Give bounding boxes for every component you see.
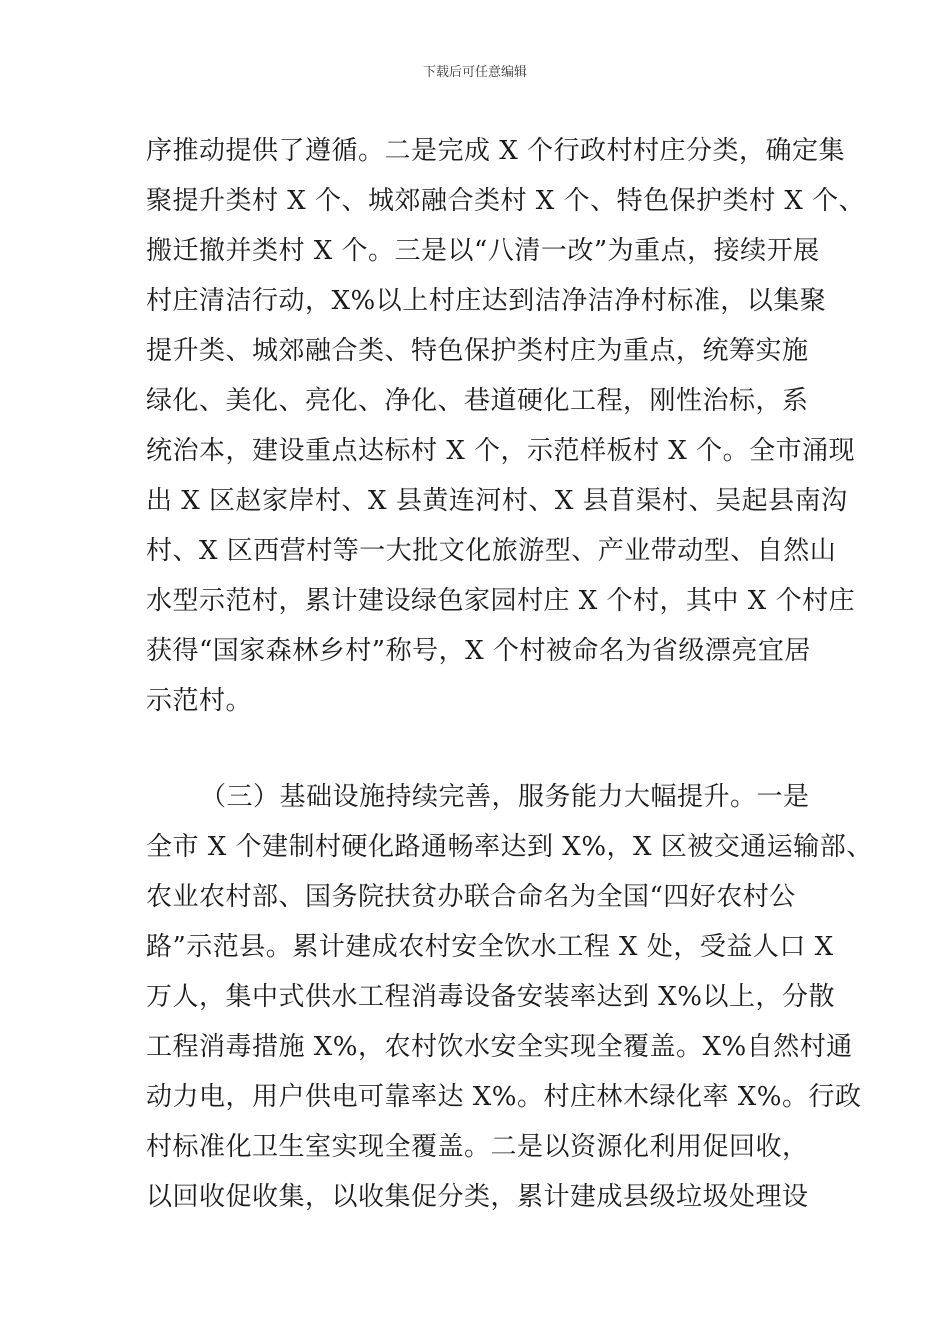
paragraph-line: 以回收促收集，以收集促分类，累计建成县级垃圾处理设 — [146, 1182, 809, 1212]
paragraph-line: 水型示范村，累计建设绿色家园村庄 X 个村，其中 X 个村庄 — [146, 586, 856, 616]
paragraph-line: 工程消毒措施 X%，农村饮水安全实现全覆盖。X%自然村通 — [146, 1032, 853, 1062]
paragraph-line: 全市 X 个建制村硬化路通畅率达到 X%，X 区被交通运输部、 — [146, 832, 873, 862]
paragraph-line: 动力电，用户供电可靠率达 X%。村庄林木绿化率 X%。行政 — [146, 1082, 862, 1112]
page-header-note: 下载后可任意编辑 — [422, 65, 527, 80]
paragraph-line: 村标准化卫生室实现全覆盖。二是以资源化利用促回收， — [146, 1132, 809, 1162]
paragraph-line: 示范村。 — [146, 686, 253, 716]
paragraph-line: 搬迁撤并类村 X 个。三是以“八清一改”为重点，接续开展 — [146, 236, 820, 266]
paragraph-line: 村庄清洁行动，X%以上村庄达到洁净洁净村标准，以集聚 — [146, 286, 827, 316]
paragraph-line: 聚提升类村 X 个、城郊融合类村 X 个、特色保护类村 X 个、 — [146, 186, 866, 216]
paragraph-line: 绿化、美化、亮化、净化、巷道硬化工程，刚性治标，系 — [146, 386, 809, 416]
paragraph-line: 农业农村部、国务院扶贫办联合命名为全国“四好农村公 — [146, 882, 796, 912]
paragraph-line: 序推动提供了遵循。二是完成 X 个行政村村庄分类，确定集 — [146, 136, 846, 166]
paragraph-line: 提升类、城郊融合类、特色保护类村庄为重点，统筹实施 — [146, 336, 809, 366]
paragraph-line: 万人，集中式供水工程消毒设备安装率达到 X%以上，分散 — [146, 982, 835, 1012]
paragraph-1 — [146, 126, 866, 726]
section-heading-line: （三）基础设施持续完善，服务能力大幅提升。一是 — [200, 782, 810, 812]
paragraph-line: 出 X 区赵家岸村、X 县黄连河村、X 县苜渠村、吴起县南沟 — [146, 486, 848, 516]
paragraph-line: 统治本，建设重点达标村 X 个，示范样板村 X 个。全市涌现 — [146, 436, 856, 466]
paragraph-line: 村、X 区西营村等一大批文化旅游型、产业带动型、自然山 — [146, 536, 837, 566]
paragraph-line: 获得“国家森林乡村”称号，X 个村被命名为省级漂亮宜居 — [146, 636, 811, 666]
paragraph-line: 路”示范县。累计建成农村安全饮水工程 X 处，受益人口 X — [146, 932, 834, 962]
paragraph-2 — [146, 772, 873, 1222]
